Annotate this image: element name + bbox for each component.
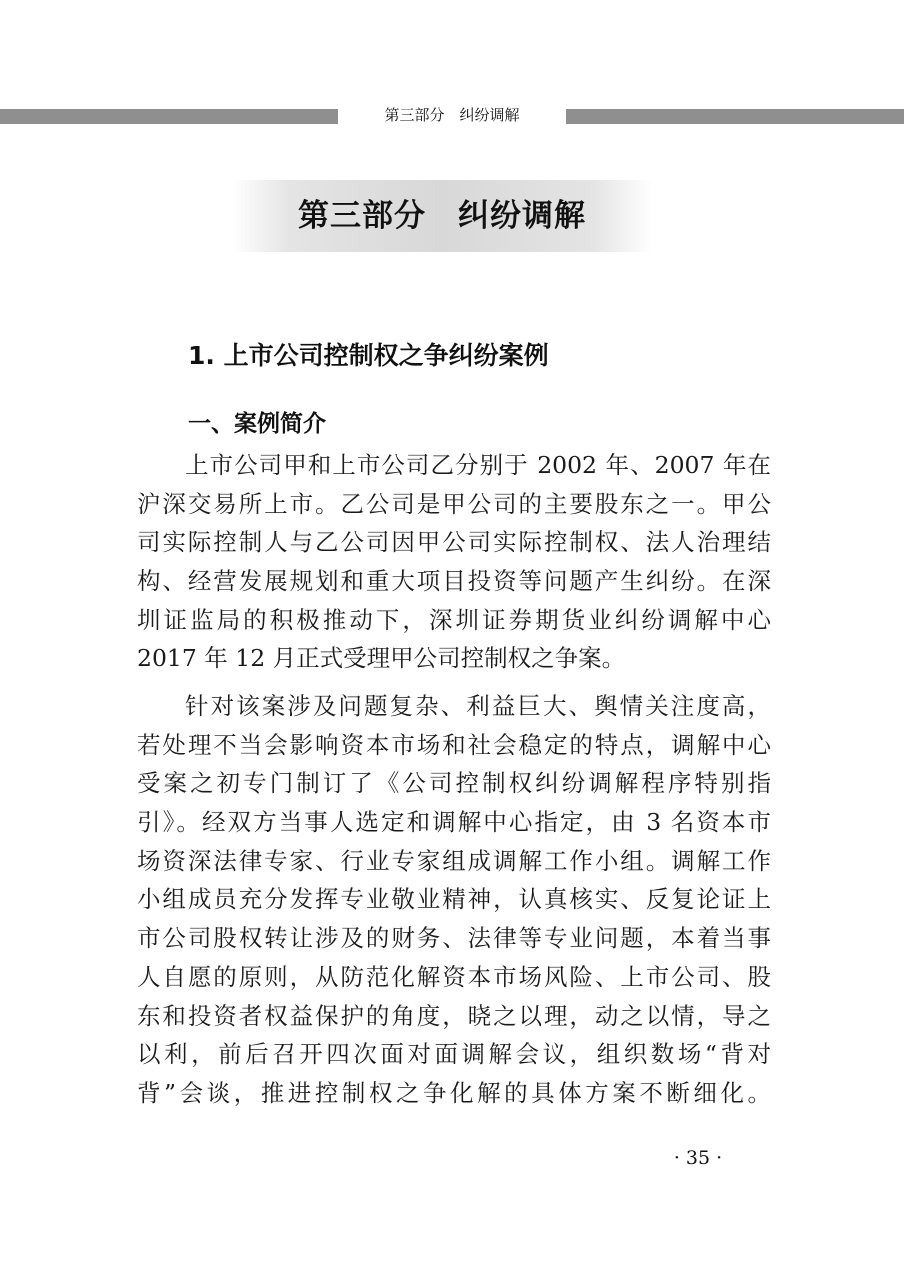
page-number: · 35 · [673, 1147, 723, 1169]
header-rule-right [566, 109, 904, 124]
paragraph-line: 引》。经双方当事人选定和调解中心指定，由 3 名资本市 [137, 808, 771, 837]
running-header [0, 104, 904, 126]
paragraph-line: 圳证监局的积极推动下，深圳证券期货业纠纷调解中心 [137, 605, 771, 634]
paragraph-line: 若处理不当会影响资本市场和社会稳定的特点，调解中心 [137, 730, 771, 759]
paragraph-line: 场资深法律专家、行业专家组成调解工作小组。调解工作 [137, 846, 771, 875]
paragraph-line: 沪深交易所上市。乙公司是甲公司的主要股东之一。甲公 [137, 489, 771, 518]
paragraph-line: 2017 年 12 月正式受理甲公司控制权之争案。 [137, 644, 626, 673]
paragraph-line: 构、经营发展规划和重大项目投资等问题产生纠纷。在深 [137, 567, 771, 596]
subsection-title: 一、案例简介 [188, 411, 326, 437]
paragraph-line: 背”会谈，推进控制权之争化解的具体方案不断细化。 [137, 1078, 771, 1107]
paragraph-line: 小组成员充分发挥专业敬业精神，认真核实、反复论证上 [137, 885, 771, 914]
paragraph-line: 人自愿的原则，从防范化解资本市场风险、上市公司、股 [137, 962, 771, 991]
paragraph-line: 上市公司甲和上市公司乙分别于 2002 年、2007 年在 [185, 451, 771, 479]
paragraph-line: 市公司股权转让涉及的财务、法律等专业问题，本着当事 [137, 924, 771, 953]
paragraph-2 [137, 687, 771, 1113]
paragraph-line: 东和投资者权益保护的角度，晓之以理，动之以情，导之 [137, 1001, 771, 1030]
section-title: 1. 上市公司控制权之争纠纷案例 [188, 341, 549, 370]
header-rule-left [0, 109, 338, 124]
paragraph-line: 司实际控制人与乙公司因甲公司实际控制权、法人治理结 [137, 528, 771, 557]
running-header-text: 第三部分 纠纷调解 [384, 106, 520, 124]
paragraph-line: 以利，前后召开四次面对面调解会议，组织数场“背对 [137, 1040, 771, 1069]
part-title: 第三部分 纠纷调解 [298, 198, 586, 234]
paragraph-line: 针对该案涉及问题复杂、利益巨大、舆情关注度高， [185, 692, 771, 720]
paragraph-line: 受案之初专门制订了《公司控制权纠纷调解程序特别指 [137, 769, 771, 798]
paragraph-1 [137, 446, 771, 678]
